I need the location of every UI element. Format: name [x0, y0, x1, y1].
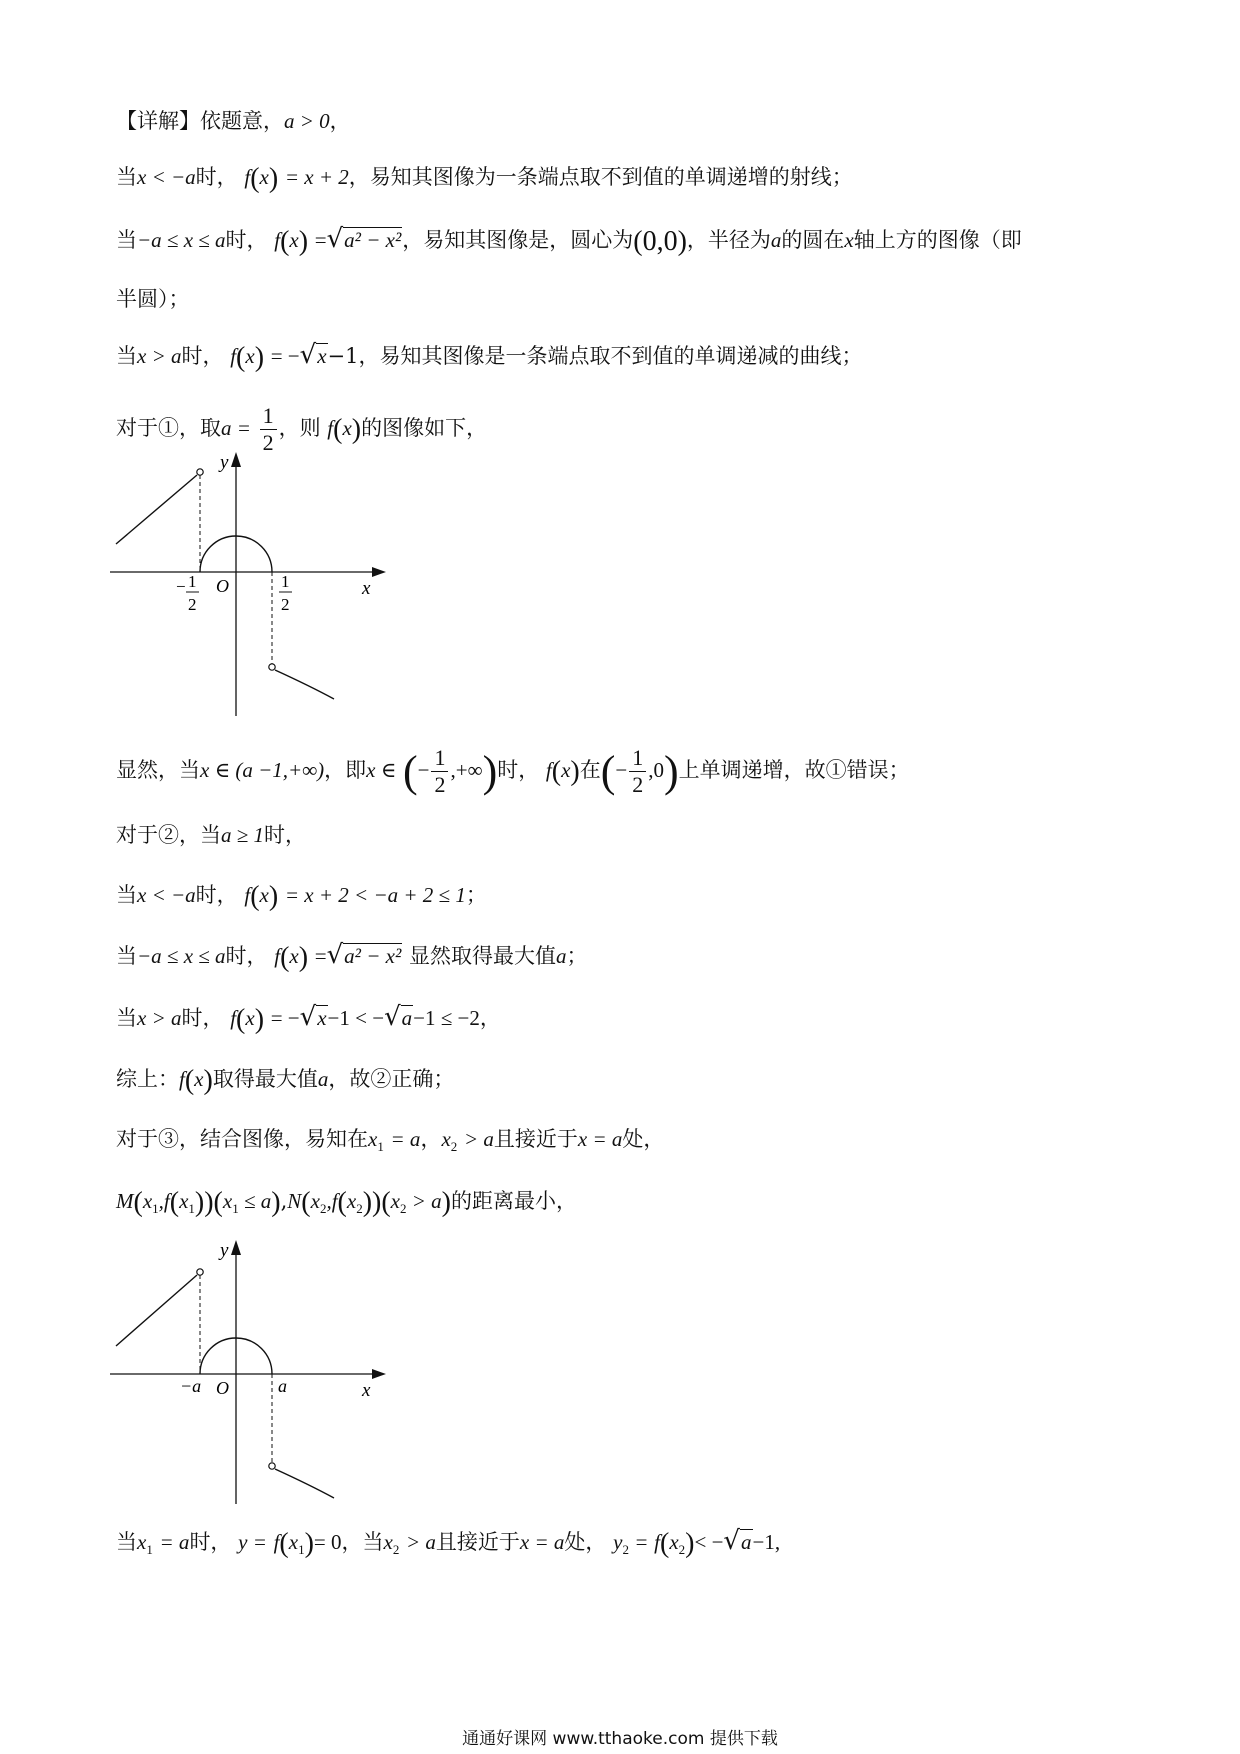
- text: 半圆）；: [116, 287, 190, 311]
- math: −a ≤ x ≤ a: [137, 228, 226, 252]
- numerator: 1: [629, 745, 646, 772]
- text: 且接近于: [493, 1127, 578, 1151]
- math-fx: f(x): [274, 226, 309, 257]
- paren-open: (: [600, 747, 616, 796]
- math: y =: [238, 1530, 267, 1554]
- line-13: 对于③，结合图像，易知在$x_1 = a$，$x_2 > a$且接近于x = a处，: [116, 1127, 665, 1154]
- math: x > a: [137, 1006, 182, 1030]
- page-footer: 通通好课网 www.tthaoke.com 提供下载: [462, 1729, 778, 1749]
- text: 显然取得最大值: [408, 944, 556, 968]
- math: x = a: [519, 1530, 565, 1554]
- text: ，半径为: [686, 228, 771, 252]
- text: 当: [116, 1530, 137, 1554]
- text: 上单调递增，故①错误；: [678, 758, 910, 782]
- ray-segment: [116, 1275, 197, 1346]
- fraction-half: [260, 403, 277, 456]
- line-8: [116, 820, 306, 850]
- text: ，: [420, 1127, 442, 1151]
- tick-label: −a: [180, 1376, 202, 1396]
- fraction-half: [431, 745, 448, 798]
- radicand: x: [317, 344, 327, 368]
- line-7: 显然，当x ∈ (a −1,+∞)，即x ∈ (− $\frac{1}{2}$ ,+∞)时， f(x)在(− $\frac{1}{2}$ ,0)上单调递增，故①错误；: [116, 745, 910, 797]
- y-axis-arrow: [231, 452, 241, 467]
- math: a: [770, 228, 782, 252]
- y-label: y: [220, 452, 229, 473]
- text: 且接近于: [435, 1530, 520, 1554]
- math: > a: [406, 1530, 436, 1554]
- line-5: [116, 340, 863, 373]
- fraction-half: [629, 745, 646, 798]
- radicand: a² − x²: [344, 228, 402, 252]
- x-axis-arrow: [372, 567, 386, 577]
- text: 时，: [181, 344, 224, 368]
- math: ,+∞: [450, 758, 483, 782]
- ray-segment: [116, 475, 197, 544]
- denominator: 2: [262, 430, 274, 455]
- open-endpoint: [269, 1463, 275, 1469]
- math: a =: [221, 416, 251, 440]
- text: 显然，当: [116, 758, 200, 782]
- origin-label: O: [216, 576, 229, 596]
- math: a > 0: [284, 109, 330, 133]
- line-12: [116, 1064, 454, 1096]
- text: 取得最大值: [212, 1067, 318, 1091]
- denominator: 2: [632, 772, 644, 797]
- math-fx: f(x): [327, 414, 362, 445]
- text: 时，: [225, 944, 268, 968]
- line-15: 当$x_1 = a$时， $y = f(x_1)= 0$，当$x_2 > a$且接近于x = a处， $y_2 = f(x_2)< -√a-1$,: [116, 1526, 781, 1559]
- math: (0,0): [633, 226, 687, 257]
- math: a: [317, 1067, 329, 1091]
- decreasing-curve: [275, 670, 334, 699]
- line-10: [116, 940, 587, 973]
- decreasing-curve: [275, 1469, 334, 1498]
- text: 时，: [225, 228, 268, 252]
- tick-numerator: 1: [281, 572, 290, 591]
- radicand: a: [401, 1006, 413, 1030]
- tick-label: a: [278, 1376, 287, 1396]
- graph-figure-1: [110, 450, 390, 724]
- radical-sign: √: [326, 224, 344, 254]
- math: M: [116, 1189, 134, 1213]
- radical-sign: √: [723, 1526, 740, 1556]
- text: ，: [479, 1006, 501, 1030]
- text: 时，: [497, 758, 540, 782]
- line-2: [116, 162, 853, 194]
- text: 当: [116, 883, 137, 907]
- radical-sign: √: [326, 940, 344, 970]
- math: a ≥ 1: [221, 823, 265, 847]
- paren-close: ): [482, 747, 498, 796]
- radical-sign: √: [384, 1002, 401, 1032]
- text: ，故②正确；: [328, 1067, 455, 1091]
- text: 时，: [195, 165, 238, 189]
- denominator: 2: [434, 772, 446, 797]
- math: a: [555, 944, 567, 968]
- text: 当: [116, 165, 137, 189]
- text: ；: [465, 883, 487, 907]
- math: = x + 2: [284, 165, 349, 189]
- math-fx: f(x): [179, 1065, 213, 1096]
- text: 当: [116, 344, 137, 368]
- tick-denominator: 2: [188, 595, 197, 614]
- tick-denominator: 2: [281, 595, 290, 614]
- math: x > a: [137, 344, 182, 368]
- math: = 0: [313, 1530, 342, 1554]
- open-endpoint: [197, 1269, 203, 1275]
- math: N: [287, 1189, 302, 1213]
- numerator: 1: [431, 745, 448, 772]
- math: = a: [390, 1127, 421, 1151]
- radical-sign: √: [299, 340, 317, 370]
- text: ，即: [324, 758, 367, 782]
- math: = −: [270, 1006, 300, 1030]
- math: −1 ≤ −2: [413, 1006, 480, 1030]
- text: ，: [329, 109, 351, 133]
- text: 处，: [622, 1127, 665, 1151]
- text: 轴上方的图像（即: [853, 228, 1022, 252]
- math: = a: [159, 1530, 190, 1554]
- radicand: a² − x²: [344, 944, 402, 968]
- radical-sign: √: [299, 1002, 317, 1032]
- math: < −: [694, 1530, 724, 1554]
- math: x < −a: [137, 883, 196, 907]
- text: ，易知其图像是，圆心为: [402, 228, 634, 252]
- math-fx: f(x): [230, 1004, 265, 1035]
- math-fx: f(x): [230, 342, 265, 373]
- radicand: x: [317, 1006, 327, 1030]
- text: 的距离最小，: [451, 1189, 577, 1213]
- graph-svg-1: [110, 450, 390, 720]
- text: 当: [116, 1006, 137, 1030]
- radicand: a: [741, 1530, 752, 1554]
- text: −1，易知其图像是一条端点取不到值的单调递减的曲线；: [327, 344, 863, 368]
- x-label: x: [362, 1380, 371, 1401]
- text: 对于①，取: [116, 416, 221, 440]
- origin-label: O: [216, 1378, 229, 1398]
- tick-numerator: 1: [188, 572, 197, 591]
- math: x ∈: [366, 758, 397, 782]
- text: 时，: [181, 1006, 224, 1030]
- text: 的圆在: [781, 228, 845, 252]
- text: 对于②，当: [116, 823, 221, 847]
- text: 综上：: [116, 1067, 179, 1091]
- graph-svg-2: [110, 1238, 390, 1508]
- math: ,0: [648, 758, 664, 782]
- x-axis-arrow: [372, 1369, 386, 1379]
- math: −1,: [752, 1530, 781, 1554]
- math: −1 < −: [327, 1006, 385, 1030]
- math: x ∈ (a −1,+∞): [200, 758, 325, 782]
- math: x < −a: [137, 165, 196, 189]
- y-axis-arrow: [231, 1240, 241, 1255]
- numerator: 1: [260, 403, 277, 430]
- math: =: [314, 944, 327, 968]
- line-4: [116, 284, 190, 314]
- math-fx: f(x): [274, 942, 309, 973]
- line-1: [116, 106, 351, 136]
- math: =: [314, 228, 327, 252]
- math-fx: f(x): [244, 163, 279, 194]
- math: > a: [463, 1127, 494, 1151]
- text: 当: [116, 228, 137, 252]
- math: −a ≤ x ≤ a: [137, 944, 226, 968]
- text: 时，: [264, 823, 307, 847]
- text: 的图像如下，: [361, 416, 488, 440]
- paren-open: (: [402, 747, 418, 796]
- text: 当: [116, 944, 137, 968]
- line-14: $M(x_1,f(x_1))(x_1 \le a),N(x_2,f(x_2))(x_2 > a)$的距离最小，: [116, 1187, 577, 1218]
- text: ，则: [278, 416, 321, 440]
- tick-sign: −: [176, 577, 186, 596]
- graph-figure-2: [110, 1238, 390, 1512]
- text: 对于③，结合图像，易知在: [116, 1127, 368, 1151]
- line-11: [116, 1002, 501, 1035]
- math: = x + 2 < −a + 2 ≤ 1: [284, 883, 466, 907]
- math: = −: [270, 344, 300, 368]
- text: ，易知其图像为一条端点取不到值的单调递增的射线；: [348, 165, 853, 189]
- math: x = a: [577, 1127, 623, 1151]
- math: x: [844, 228, 854, 252]
- text: 在: [579, 758, 601, 782]
- text: ，当: [341, 1530, 384, 1554]
- paren-close: ): [663, 747, 679, 796]
- line-3: [116, 224, 1022, 257]
- text: ；: [566, 944, 588, 968]
- y-label: y: [220, 1240, 229, 1261]
- text: 时，: [195, 883, 238, 907]
- x-label: x: [362, 578, 371, 599]
- text: 时，: [189, 1530, 232, 1554]
- open-endpoint: [197, 469, 203, 475]
- text: 处，: [564, 1530, 607, 1554]
- math-fx: f(x): [244, 881, 279, 912]
- open-endpoint: [269, 664, 275, 670]
- line-9: [116, 880, 487, 912]
- math-fx: f(x): [545, 756, 580, 787]
- text: 【详解】依题意，: [116, 109, 284, 133]
- math: =: [635, 1530, 648, 1554]
